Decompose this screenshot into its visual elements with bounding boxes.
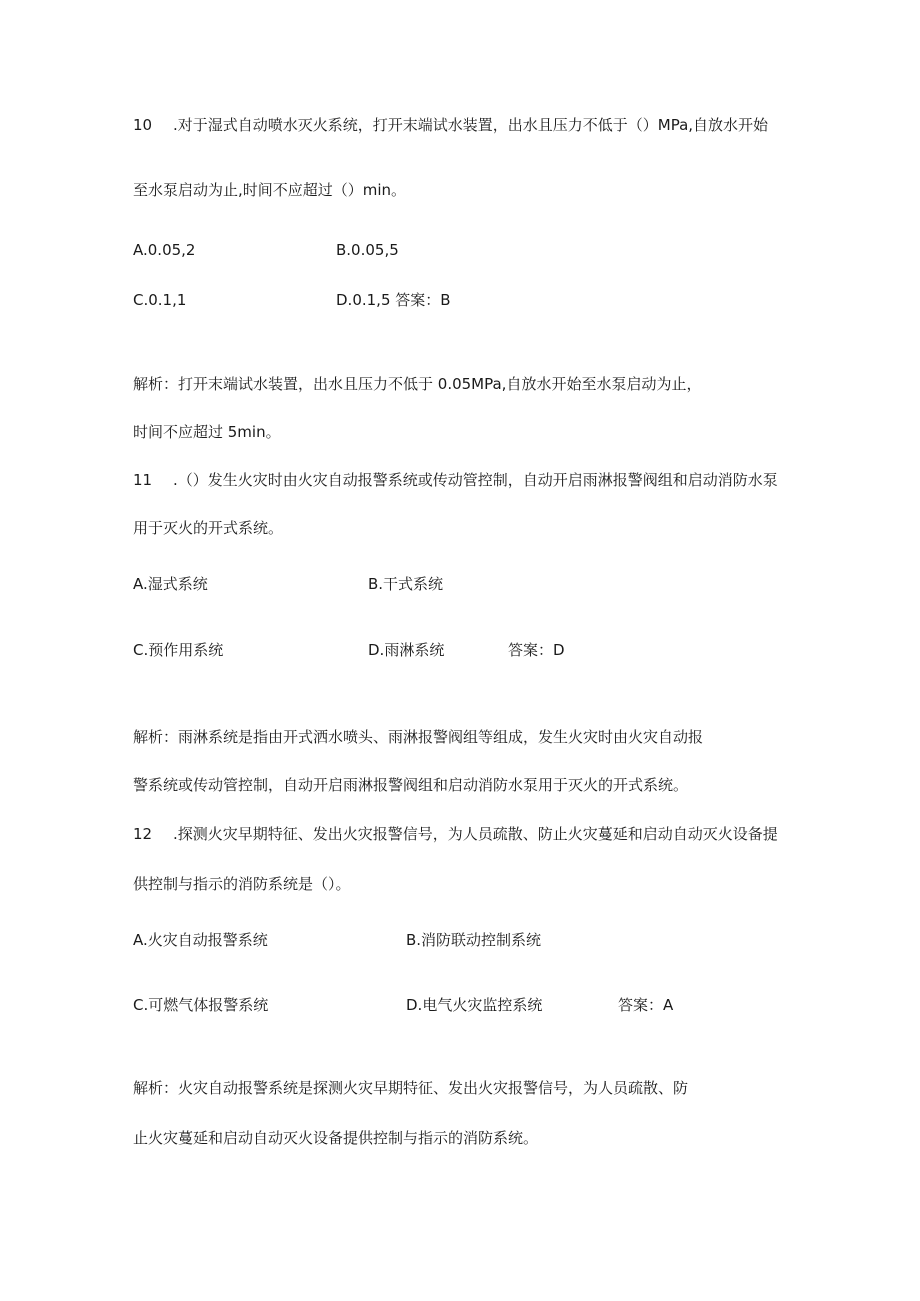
question-10-option-d: D.0.1,5 答案：B	[336, 291, 451, 309]
question-11-option-d: D.雨淋系统	[368, 641, 445, 659]
question-10-option-a: A.0.05,2	[133, 241, 196, 259]
question-12-stem-line1	[133, 824, 778, 844]
question-11-option-b: B.干式系统	[368, 575, 444, 593]
question-10-stem-line1	[133, 115, 768, 135]
question-11-answer: 答案：D	[508, 641, 565, 659]
question-10-explanation-line2: 时间不应超过 5min。	[133, 423, 281, 441]
question-12-option-b: B.消防联动控制系统	[406, 931, 542, 949]
question-number: 12	[133, 825, 153, 843]
question-12-stem-line2: 供控制与指示的消防系统是（）。	[133, 875, 351, 893]
question-11-option-a: A.湿式系统	[133, 575, 208, 593]
question-10-stem-line2: 至水泵启动为止,时间不应超过（）min。	[133, 181, 407, 199]
question-10-option-b: B.0.05,5	[336, 241, 399, 259]
question-11-stem-line1	[133, 470, 778, 490]
question-11-explanation-line1: 解析：雨淋系统是指由开式洒水喷头、雨淋报警阀组等组成，发生火灾时由火灾自动报	[133, 728, 704, 746]
question-11-stem-line2: 用于灭火的开式系统。	[133, 519, 284, 537]
question-12-explanation-line1: 解析：火灾自动报警系统是探测火灾早期特征、发出火灾报警信号，为人员疏散、防	[133, 1079, 689, 1097]
question-12-explanation-line2: 止火灾蔓延和启动自动灭火设备提供控制与指示的消防系统。	[133, 1129, 539, 1147]
question-12-answer: 答案：A	[618, 996, 674, 1014]
question-text: .对于湿式自动喷水灭火系统，打开末端试水装置，出水且压力不低于（）MPa,自放水开始	[173, 116, 769, 134]
question-12-option-c: C.可燃气体报警系统	[133, 996, 269, 1014]
question-10-explanation-line1: 解析：打开末端试水装置，出水且压力不低于 0.05MPa,自放水开始至水泵启动为止，	[133, 375, 702, 393]
question-10-option-c: C.0.1,1	[133, 291, 187, 309]
question-number: 10	[133, 116, 153, 134]
question-number: 11	[133, 471, 153, 489]
question-text: .探测火灾早期特征、发出火灾报警信号，为人员疏散、防止火灾蔓延和启动自动灭火设备提	[173, 825, 778, 843]
question-text: .（）发生火灾时由火灾自动报警系统或传动管控制，自动开启雨淋报警阀组和启动消防水泵	[173, 471, 778, 489]
question-11-explanation-line2: 警系统或传动管控制，自动开启雨淋报警阀组和启动消防水泵用于灭火的开式系统。	[133, 776, 689, 794]
question-12-option-d: D.电气火灾监控系统	[406, 996, 543, 1014]
question-11-option-c: C.预作用系统	[133, 641, 224, 659]
question-12-option-a: A.火灾自动报警系统	[133, 931, 268, 949]
